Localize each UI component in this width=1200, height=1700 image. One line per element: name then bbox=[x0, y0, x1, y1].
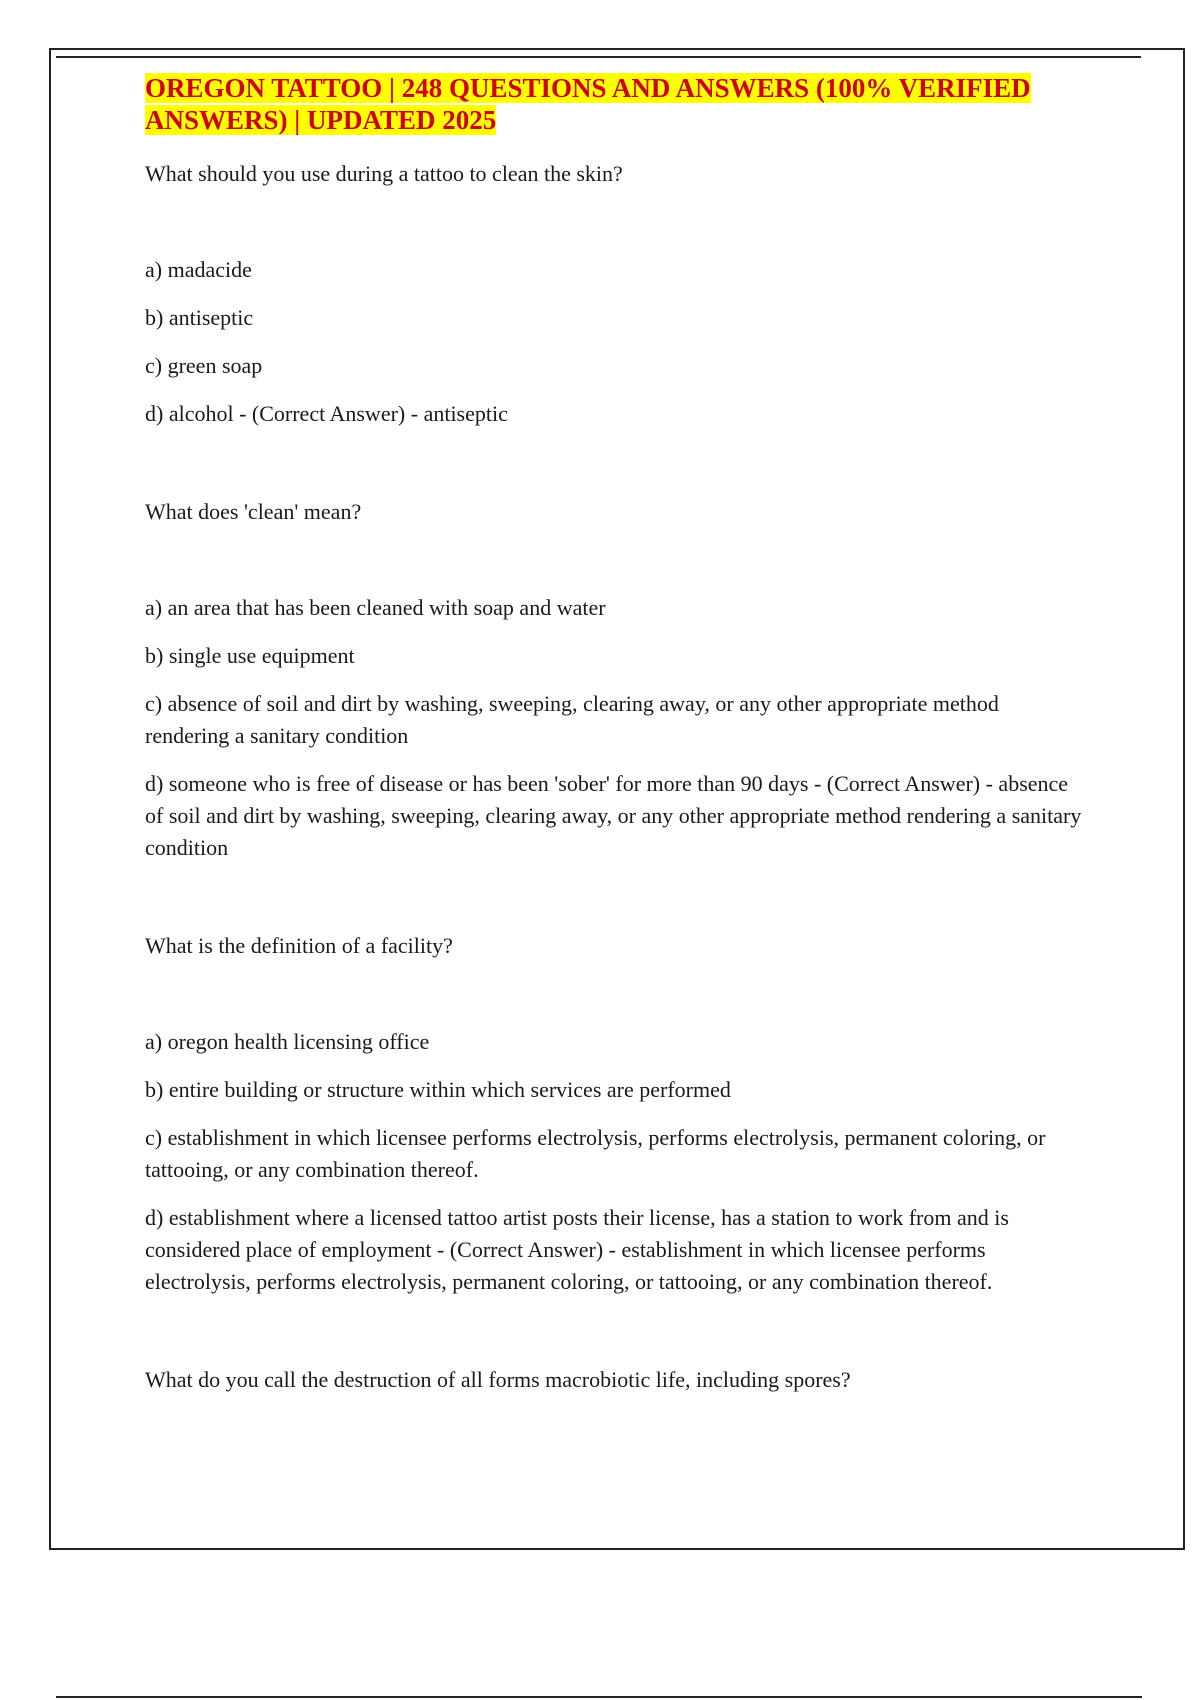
option-2b: b) single use equipment bbox=[145, 643, 355, 668]
option-3a: a) oregon health licensing office bbox=[145, 1029, 430, 1054]
option-2d: d) someone who is free of disease or has been 'sober' for more than 90 days - (Correct Answer) - absence of soil and dirt by washing, sweeping, clearing away, or any other appropriate method rendering a sanitary condition bbox=[145, 771, 1082, 860]
option-1d: d) alcohol - (Correct Answer) - antiseptic bbox=[145, 401, 508, 426]
question-1: What should you use during a tattoo to clean the skin? bbox=[145, 161, 623, 186]
option-3b: b) entire building or structure within which services are performed bbox=[145, 1077, 731, 1102]
question-2-options bbox=[145, 592, 1085, 864]
question-4: What do you call the destruction of all forms macrobiotic life, including spores? bbox=[145, 1367, 851, 1392]
option-1c: c) green soap bbox=[145, 353, 263, 378]
bottom-rule bbox=[56, 1696, 1142, 1698]
option-1a: a) madacide bbox=[145, 257, 252, 282]
option-2c: c) absence of soil and dirt by washing, sweeping, clearing away, or any other appropriate method rendering a sanitary condition bbox=[145, 691, 999, 748]
option-3d: d) establishment where a licensed tattoo artist posts their license, has a station to work from and is considered place of employment - (Correct Answer) - establishment in which licensee performs electrolysis, performs electrolysis, permanent coloring, or tattooing, or any combination thereof. bbox=[145, 1205, 1009, 1294]
top-rule bbox=[56, 56, 1141, 58]
document-title-text: OREGON TATTOO | 248 QUESTIONS AND ANSWERS (100% VERIFIED ANSWERS) | UPDATED 2025 bbox=[145, 73, 1031, 135]
document-content bbox=[145, 72, 1085, 1396]
question-2: What does 'clean' mean? bbox=[145, 499, 362, 524]
option-1b: b) antiseptic bbox=[145, 305, 254, 330]
question-3-options bbox=[145, 1026, 1085, 1298]
question-1-options bbox=[145, 254, 1085, 430]
question-3: What is the definition of a facility? bbox=[145, 933, 453, 958]
option-2a: a) an area that has been cleaned with soap and water bbox=[145, 595, 606, 620]
document-title bbox=[145, 72, 1085, 136]
option-3c: c) establishment in which licensee performs electrolysis, performs electrolysis, permanent coloring, or tattooing, or any combination thereof. bbox=[145, 1125, 1046, 1182]
